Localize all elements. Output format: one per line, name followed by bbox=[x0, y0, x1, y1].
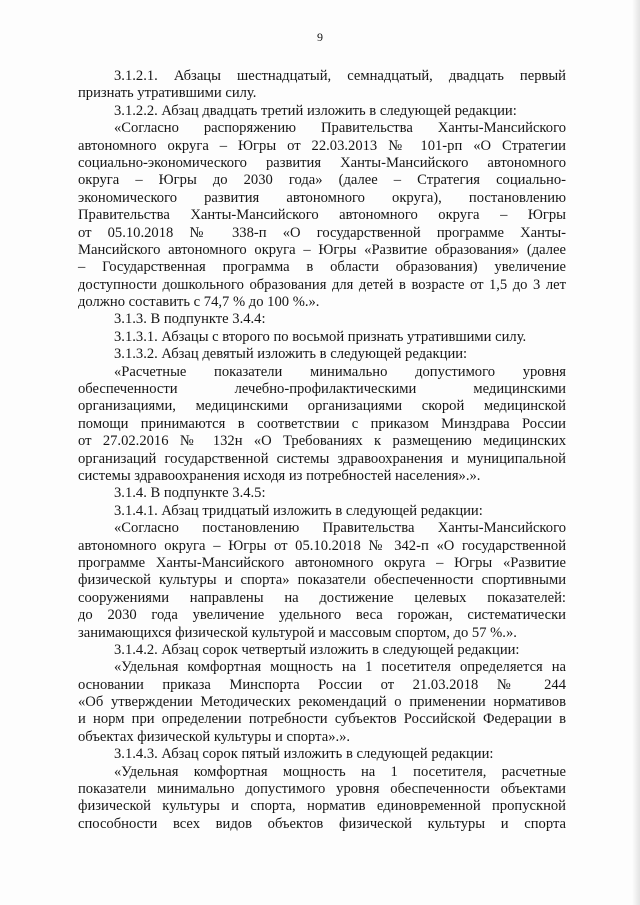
text-line: «Удельная комфортная мощность на 1 посетителя, расчетные bbox=[114, 763, 566, 780]
text-line: «Согласно постановлению Правительства Ханты-Мансийского bbox=[114, 520, 566, 537]
text-line: Правительства Ханты-Мансийского автономного округа – Югры bbox=[78, 207, 566, 224]
text-line: 3.1.2.2. Абзац двадцать третий изложить в следующей редакции: bbox=[114, 102, 517, 119]
text-line: 3.1.4.3. Абзац сорок пятый изложить в следующей редакции: bbox=[114, 746, 494, 763]
text-line: «Расчетные показатели минимально допустимого уровня bbox=[114, 363, 566, 380]
text-line: организациями, медицинскими организациями скорой медицинской bbox=[78, 398, 566, 415]
text-line: и норм при определении потребности субъектов Российской Федерации в bbox=[78, 711, 566, 728]
text-line: системы здравоохранения исходя из потребностей населения».». bbox=[78, 467, 481, 484]
text-line: 3.1.4.2. Абзац сорок четвертый изложить в следующей редакции: bbox=[114, 641, 520, 658]
text-line: – Государственная программа в области образования) увеличение bbox=[78, 259, 566, 276]
text-line: признать утратившими силу. bbox=[78, 85, 257, 102]
text-line: 3.1.2.1. Абзацы шестнадцатый, семнадцатый, двадцать первый bbox=[114, 68, 566, 84]
text-line: помощи принимаются в соответствии с приказом Минздрава России bbox=[78, 415, 566, 432]
text-line: показатели минимально допустимого уровня обеспеченности объектами bbox=[78, 781, 566, 798]
text-line: «Согласно распоряжению Правительства Ханты-Мансийского bbox=[114, 120, 566, 137]
text-line: способности всех видов объектов физической культуры и спорта bbox=[78, 815, 566, 832]
text-line: социально-экономического развития Ханты-Мансийского автономного bbox=[78, 154, 566, 171]
text-line: объектах физической культуры и спорта».». bbox=[78, 728, 351, 745]
text-line: до 2030 года увеличение удельного веса горожан, систематически bbox=[78, 607, 566, 624]
text-line: экономического развития автономного округа), постановлению bbox=[78, 189, 566, 206]
text-line: обеспеченности лечебно-профилактическими медицинскими bbox=[78, 381, 566, 398]
text-line: доступности дошкольного образования для детей в возрасте от 1,5 до 3 лет bbox=[78, 276, 566, 293]
text-line: округа – Югры до 2030 года» (далее – Стратегия социально- bbox=[78, 172, 566, 189]
page-number: 9 bbox=[317, 30, 323, 44]
text-line: сооружениями направлены на достижение целевых показателей: bbox=[78, 589, 566, 606]
text-line: 3.1.3.2. Абзац девятый изложить в следующей редакции: bbox=[114, 346, 468, 363]
text-line: от 05.10.2018 № 338-п «О государственной программе Ханты- bbox=[78, 224, 566, 241]
text-line: основании приказа Минспорта России от 21.03.2018 № 244 bbox=[78, 676, 566, 693]
text-line: «Об утверждении Методических рекомендаций о применении нормативов bbox=[78, 694, 566, 711]
text-line: физической культуры и спорта» показатели обеспеченности спортивными bbox=[78, 572, 566, 589]
text-line: занимающихся физической культурой и массовым спортом, до 57 %.». bbox=[78, 624, 517, 641]
text-line: «Удельная комфортная мощность на 1 посетителя определяется на bbox=[114, 659, 566, 676]
text-line: 3.1.3.1. Абзацы с второго по восьмой признать утратившими силу. bbox=[114, 328, 527, 345]
page-edge-shadow bbox=[632, 0, 640, 905]
text-line: 3.1.3. В подпункте 3.4.4: bbox=[114, 311, 266, 328]
text-line: физической культуры и спорта, норматив единовременной пропускной bbox=[78, 798, 566, 815]
text-line: Мансийского автономного округа – Югры «Развитие образования» (далее bbox=[78, 241, 566, 258]
text-line: организаций государственной системы здравоохранения и муниципальной bbox=[78, 450, 566, 467]
text-line: 3.1.4.1. Абзац тридцатый изложить в следующей редакции: bbox=[114, 502, 483, 519]
text-line: должно составить с 74,7 % до 100 %.». bbox=[78, 294, 320, 311]
document-body bbox=[78, 68, 566, 833]
text-line: автономного округа – Югры от 05.10.2018 № 342-п «О государственной bbox=[78, 537, 566, 554]
text-line: автономного округа – Югры от 22.03.2013 № 101-рп «О Стратегии bbox=[78, 137, 566, 154]
text-line: 3.1.4. В подпункте 3.4.5: bbox=[114, 485, 266, 502]
text-line: программе Ханты-Мансийского автономного округа – Югры «Развитие bbox=[78, 554, 566, 571]
text-line: от 27.02.2016 № 132н «О Требованиях к размещению медицинских bbox=[78, 433, 566, 450]
